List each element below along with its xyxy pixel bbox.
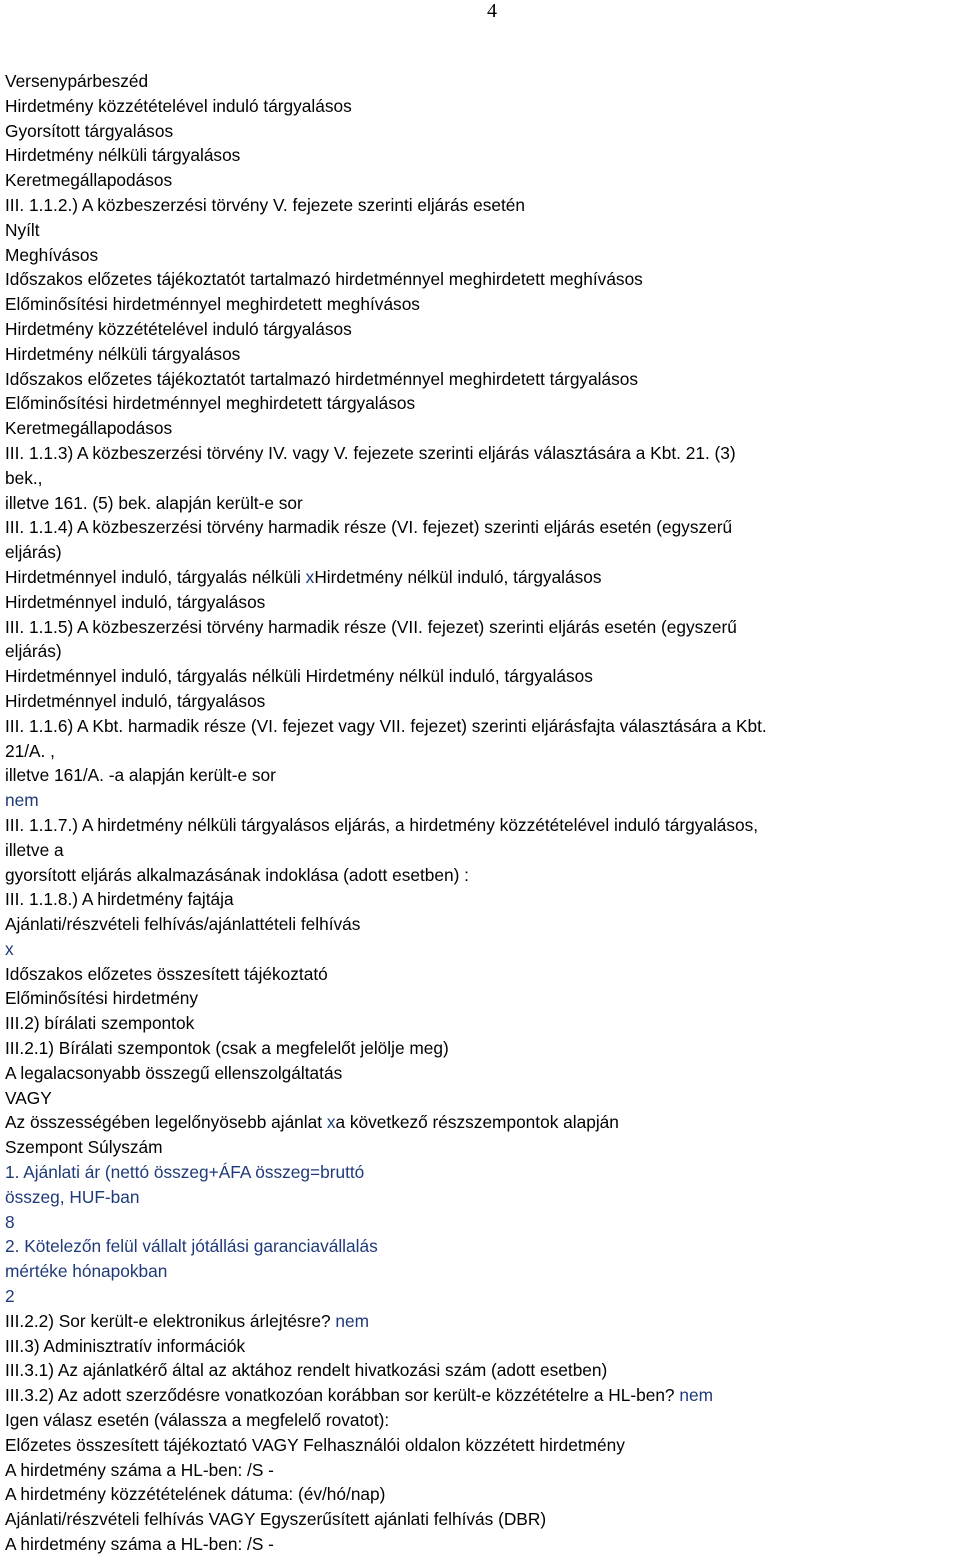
text-line: VAGY — [5, 1087, 52, 1108]
text-line: Hirdetmény közzétételével induló tárgyalásos — [5, 95, 352, 116]
filled-value: összeg, HUF-ban — [5, 1186, 140, 1207]
text-line: Ajánlati/részvételi felhívás/ajánlattételi felhívás — [5, 914, 361, 935]
text-line: Keretmegállapodásos — [5, 170, 173, 191]
filled-value: nem — [335, 1310, 370, 1331]
text-line: illetve 161. (5) bek. alapján került-e sor — [5, 492, 303, 513]
text-line: A legalacsonyabb összegű ellenszolgáltatás — [5, 1062, 343, 1083]
text-line: eljárás) — [5, 542, 62, 563]
text-line — [5, 1160, 958, 1185]
text-line: Keretmegállapodásos — [5, 418, 173, 439]
text-line: III. 1.1.6) A Kbt. harmadik része (VI. fejezet vagy VII. fejezet) szerinti eljárásfajta választására a Kbt. — [5, 715, 767, 736]
text-line: Igen válasz esetén (válassza a megfelelő rovatot): — [5, 1410, 390, 1431]
text-line: Az összességében legelőnyösebb ajánlat xa következő részszempontok alapján — [5, 1112, 619, 1133]
filled-value: x — [5, 938, 14, 959]
text-line — [5, 1210, 958, 1235]
text-line: Hirdetménnyel induló, tárgyalásos — [5, 690, 266, 711]
text-line: illetve 161/A. -a alapján került-e sor — [5, 765, 276, 786]
text-line: Versenypárbeszéd — [5, 71, 149, 91]
text-line: Időszakos előzetes tájékoztatót tartalmazó hirdetménnyel meghirdetett meghívásos — [5, 269, 643, 290]
filled-value: x — [305, 566, 315, 587]
text-line — [5, 1185, 958, 1210]
text-line: Előzetes összesített tájékoztató VAGY Felhasználói oldalon közzétett hirdetmény — [5, 1434, 625, 1455]
text-line — [5, 937, 958, 962]
text-line: III. 1.1.4) A közbeszerzési törvény harmadik része (VI. fejezet) szerinti eljárás esetén (egyszerű — [5, 517, 733, 538]
text-line: 21/A. , — [5, 740, 55, 761]
text-line — [5, 1234, 958, 1259]
filled-value: nem — [5, 790, 39, 811]
filled-value: 1. Ajánlati ár (nettó összeg+ÁFA összeg=bruttó — [5, 1162, 365, 1183]
text-line: Időszakos előzetes tájékoztatót tartalmazó hirdetménnyel meghirdetett tárgyalásos — [5, 368, 639, 389]
filled-value: mértéke hónapokban — [5, 1261, 168, 1282]
text-line: III.2.2) Sor került-e elektronikus árlejtésre? nem — [5, 1310, 370, 1331]
text-line — [5, 1284, 958, 1309]
text-line: Nyílt — [5, 219, 40, 240]
text-line: bek., — [5, 467, 43, 488]
filled-value: 2 — [5, 1286, 15, 1307]
text-line: Hirdetmény közzétételével induló tárgyalásos — [5, 318, 352, 339]
text-line: III.3) Adminisztratív információk — [5, 1335, 246, 1356]
text-line: III.3.2) Az adott szerződésre vonatkozóan korábban sor került-e közzétételre a HL-ben? nem — [5, 1385, 713, 1406]
text-line: gyorsított eljárás alkalmazásának indoklása (adott esetben) : — [5, 864, 469, 885]
text-line: III.2) bírálati szempontok — [5, 1013, 195, 1034]
text-line: III.2.1) Bírálati szempontok (csak a megfelelőt jelölje meg) — [5, 1038, 449, 1059]
text-line: III. 1.1.3) A közbeszerzési törvény IV. vagy V. fejezete szerinti eljárás választására a Kbt. 21. (3) — [5, 442, 736, 463]
text-line: Hirdetménnyel induló, tárgyalás nélküli Hirdetmény nélkül induló, tárgyalásos — [5, 666, 593, 687]
text-line: illetve a — [5, 839, 64, 860]
document-body — [5, 69, 958, 1557]
text-line: III. 1.1.5) A közbeszerzési törvény harmadik része (VII. fejezet) szerinti eljárás esetén (egyszerű — [5, 616, 737, 637]
page-number: 4 — [487, 0, 497, 22]
text-line: III. 1.1.7.) A hirdetmény nélküli tárgyalásos eljárás, a hirdetmény közzétételével induló tárgyalásos, — [5, 814, 759, 835]
text-line: Hirdetménnyel induló, tárgyalásos — [5, 591, 266, 612]
text-line: A hirdetmény száma a HL-ben: /S - — [5, 1534, 274, 1555]
text-line: Előminősítési hirdetménnyel meghirdetett tárgyalásos — [5, 393, 416, 414]
filled-value: 8 — [5, 1211, 15, 1232]
text-line: III.3.1) Az ajánlatkérő által az aktához rendelt hivatkozási szám (adott esetben) — [5, 1360, 608, 1381]
text-line: Ajánlati/részvételi felhívás VAGY Egyszerűsített ajánlati felhívás (DBR) — [5, 1509, 547, 1530]
filled-value: nem — [679, 1385, 713, 1406]
text-line — [5, 1259, 958, 1284]
text-line: III. 1.1.8.) A hirdetmény fajtája — [5, 889, 234, 910]
text-line: Hirdetmény nélküli tárgyalásos — [5, 343, 241, 364]
text-line: Meghívásos — [5, 244, 99, 265]
text-line — [5, 788, 958, 813]
text-line: III. 1.1.2.) A közbeszerzési törvény V. fejezete szerinti eljárás esetén — [5, 194, 525, 215]
text-line: A hirdetmény száma a HL-ben: /S - — [5, 1459, 274, 1480]
text-line: A hirdetmény közzétételének dátuma: (év/hó/nap) — [5, 1484, 386, 1505]
text-line: Hirdetménnyel induló, tárgyalás nélküli xHirdetmény nélkül induló, tárgyalásos — [5, 566, 602, 587]
text-line: Előminősítési hirdetménnyel meghirdetett meghívásos — [5, 294, 420, 315]
text-line: Gyorsított tárgyalásos — [5, 120, 174, 141]
text-line: eljárás) — [5, 641, 62, 662]
text-line: Időszakos előzetes összesített tájékoztató — [5, 963, 328, 984]
text-line: Hirdetmény nélküli tárgyalásos — [5, 145, 241, 166]
text-line: Szempont Súlyszám — [5, 1137, 163, 1158]
filled-value: x — [326, 1112, 336, 1133]
filled-value: 2. Kötelezőn felül vállalt jótállási garanciavállalás — [5, 1236, 378, 1257]
text-line: Előminősítési hirdetmény — [5, 988, 199, 1009]
